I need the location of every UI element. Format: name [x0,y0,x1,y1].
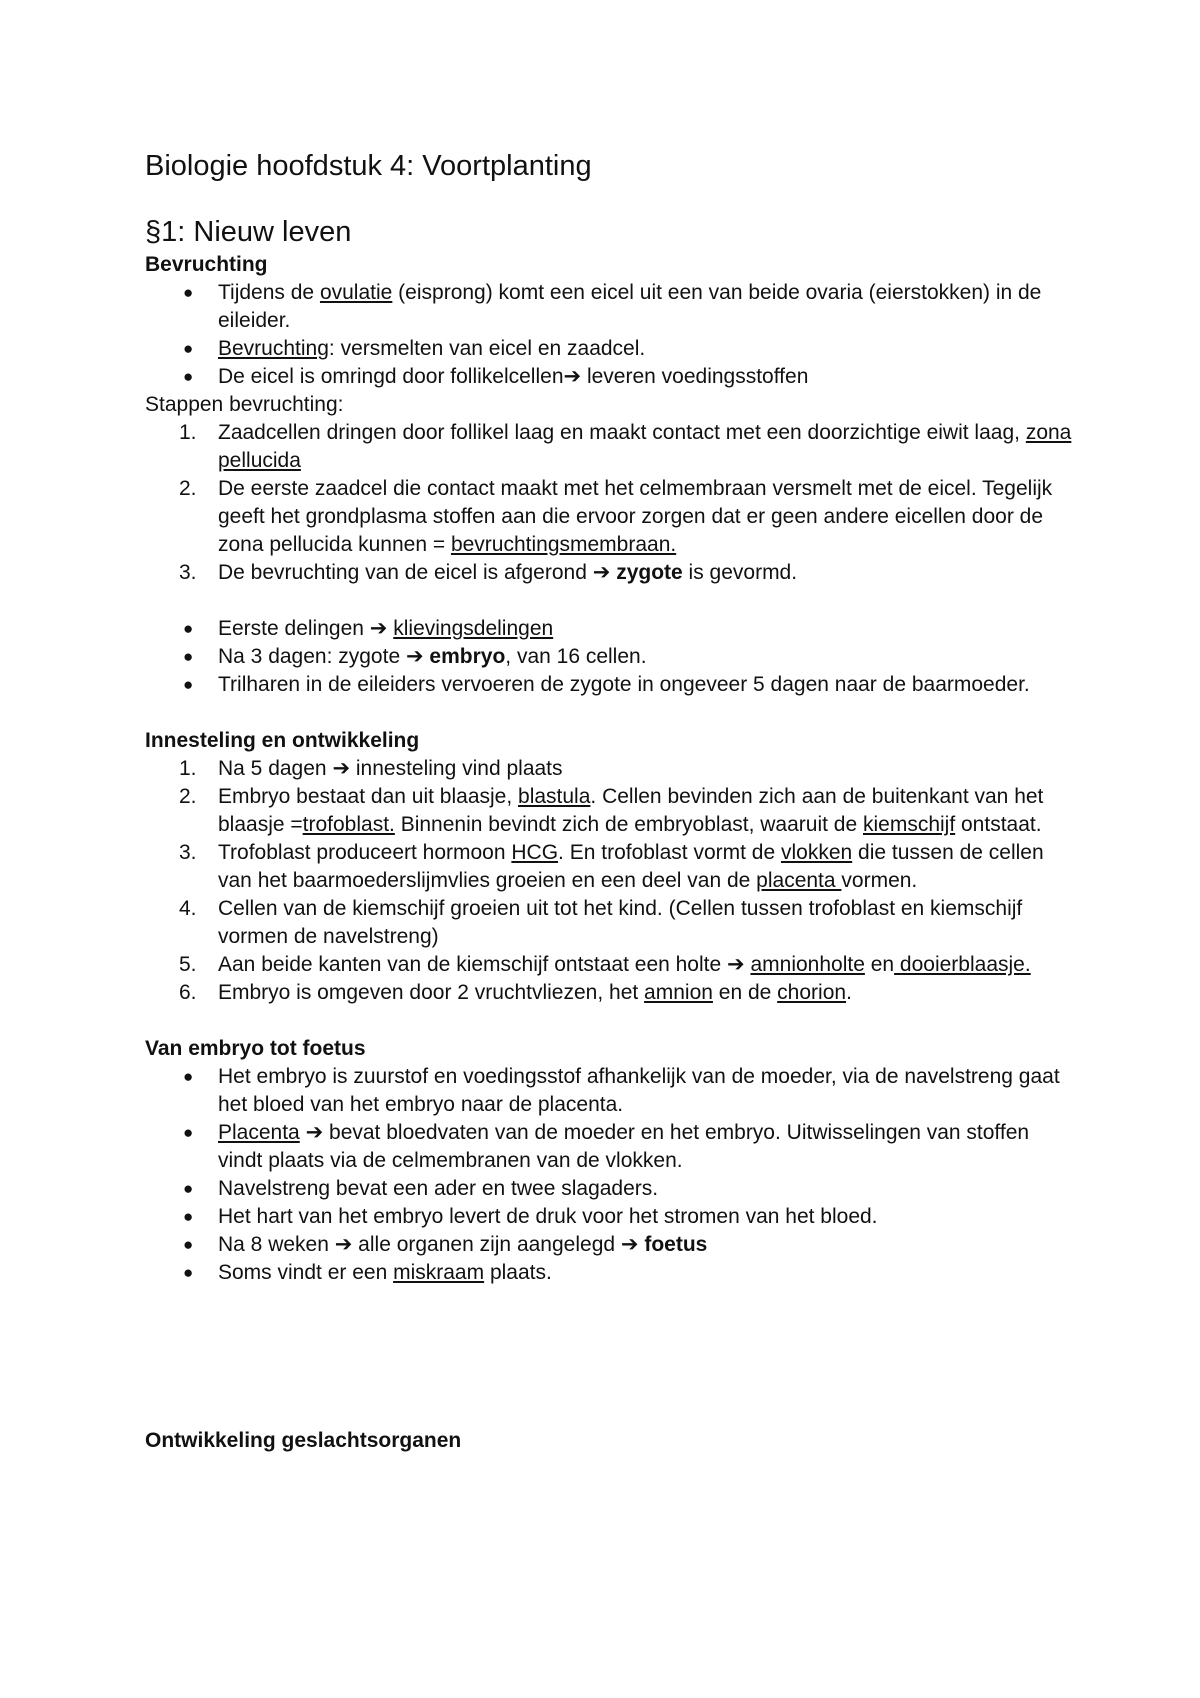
list-number: 5. [179,953,197,976]
document-content [145,138,1075,1455]
list-item: ● Na 8 weken ➔ alle organen zijn aangelegd ➔ foetus [145,1231,1075,1259]
bullet-icon: ● [183,675,194,694]
bullet-icon: ● [183,1179,194,1198]
heading-innesteling: Innesteling en ontwikkeling [145,729,420,752]
bullet-icon: ● [183,339,194,358]
section-title: §1: Nieuw leven [145,216,352,248]
bullet-icon: ● [183,283,194,302]
innesteling-list [145,755,1075,1007]
list-number: 1. [179,421,197,444]
bullet-icon: ● [183,1067,194,1086]
list-item: 2. Embryo bestaat dan uit blaasje, blastula. Cellen bevinden zich aan de buitenkant van het blaasje =trofoblast. Binnenin bevindt zich de embryoblast, waaruit de kiemschijf ontstaat. [179,785,1044,836]
list-item: 5. Aan beide kanten van de kiemschijf ontstaat een holte ➔ amnionholte en dooierblaasje. [145,951,1075,979]
heading-bevruchting: Bevruchting [145,253,268,276]
arrow-icon: ➔ [334,1233,353,1256]
bullet-icon: ● [183,1207,194,1226]
spacer [145,1007,1075,1035]
arrow-icon: ➔ [369,617,388,640]
list-item: ● Placenta ➔ bevat bloedvaten van de moeder en het embryo. Uitwisselingen van stoffen vindt plaats via de celmembranen van de vlokken. [183,1121,1030,1172]
steps-list [145,419,1075,587]
list-item: ● Het hart van het embryo levert de druk voor het stromen van het bloed. [145,1203,1075,1231]
list-item: 3. Trofoblast produceert hormoon HCG. En trofoblast vormt de vlokken die tussen de cellen van het baarmoederslijmvlies groeien en een deel van de placenta vormen. [179,841,1044,892]
list-item: ● Na 3 dagen: zygote ➔ embryo, van 16 cellen. [145,643,1075,671]
list-item: 6. Embryo is omgeven door 2 vruchtvliezen, het amnion en de chorion. [145,979,1075,1007]
list-item: ● Tijdens de ovulatie (eisprong) komt een eicel uit een van beide ovaria (eierstokken) in de eileider. [183,281,1042,332]
list-number: 6. [179,981,197,1004]
spacer [145,699,1075,727]
list-number: 3. [179,841,197,864]
list-item: 1. Na 5 dagen ➔ innesteling vind plaats [145,755,1075,783]
list-item: ● Soms vindt er een miskraam plaats. [145,1259,1075,1287]
list-item: ● Het embryo is zuurstof en voedingsstof afhankelijk van de moeder, via de navelstreng gaat het bloed van het embryo naar de placenta. [183,1065,1060,1116]
list-item: 2. De eerste zaadcel die contact maakt met het celmembraan versmelt met de eicel. Tegelijk geeft het grondplasma stoffen aan die ervoor zorgen dat er geen andere eicellen door de zona pellucida kunnen = bevruchtingsmembraan. [179,477,1053,556]
list-item: ● Eerste delingen ➔ klievingsdelingen [145,615,1075,643]
bullet-icon: ● [183,1235,194,1254]
list-item: 4. Cellen van de kiemschijf groeien uit tot het kind. (Cellen tussen trofoblast en kiemschijf vormen de navelstreng) [179,897,1023,948]
bullet-icon: ● [183,367,194,386]
bullet-icon: ● [183,619,194,638]
page-title: Biologie hoofdstuk 4: Voortplanting [145,150,592,182]
heading-foetus: Van embryo tot foetus [145,1037,366,1060]
bullet-icon: ● [183,647,194,666]
arrow-icon: ➔ [332,757,351,780]
list-item: ● Bevruchting: versmelten van eicel en zaadcel. [145,335,1075,363]
list-item: ● Trilharen in de eileiders vervoeren de zygote in ongeveer 5 dagen naar de baarmoeder. [145,671,1075,699]
heading-geslachtsorganen: Ontwikkeling geslachtsorganen [145,1429,462,1452]
bullet-icon: ● [183,1123,194,1142]
cleavage-list [145,615,1075,699]
arrow-icon: ➔ [592,561,611,584]
list-number: 3. [179,561,197,584]
arrow-icon: ➔ [563,365,582,388]
arrow-icon: ➔ [305,1121,324,1144]
list-item: ● Navelstreng bevat een ader en twee slagaders. [145,1175,1075,1203]
list-item: 3. De bevruchting van de eicel is afgerond ➔ zygote is gevormd. [145,559,1075,587]
bullet-icon: ● [183,1263,194,1282]
list-number: 2. [179,785,197,808]
list-number: 4. [179,897,197,920]
list-number: 2. [179,477,197,500]
arrow-icon: ➔ [405,645,424,668]
spacer [145,587,1075,615]
arrow-icon: ➔ [727,953,745,976]
spacer [145,1287,1075,1427]
foetus-list [145,1063,1075,1287]
list-item: ● De eicel is omringd door follikelcellen➔ leveren voedingsstoffen [145,363,1075,391]
list-number: 1. [179,757,197,780]
steps-label: Stappen bevruchting: [145,393,344,416]
bevruchting-list [145,279,1075,391]
arrow-icon: ➔ [620,1233,639,1256]
list-item: 1. Zaadcellen dringen door follikel laag en maakt contact met een doorzichtige eiwit laag, zona pellucida [179,421,1072,472]
